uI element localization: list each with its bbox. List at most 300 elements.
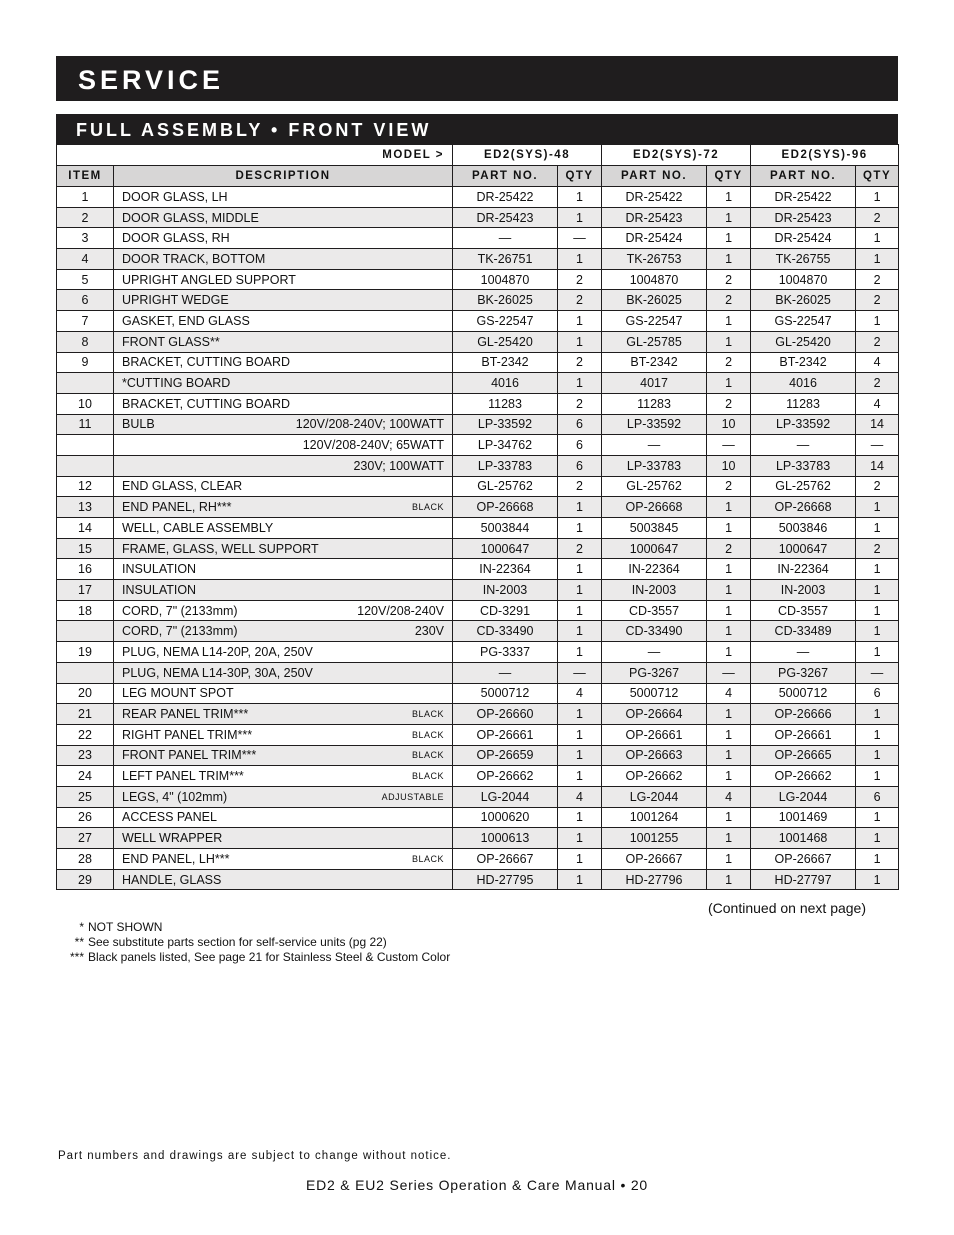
item-number: 18 [57, 600, 114, 621]
part-no-48: LP-33592 [453, 414, 558, 435]
qty-72: 1 [707, 249, 751, 270]
qty-48: 6 [558, 455, 602, 476]
qty-72: 2 [707, 290, 751, 311]
item-number [57, 435, 114, 456]
table-row [57, 724, 899, 745]
table-row [57, 828, 899, 849]
qty-96: 2 [856, 207, 899, 228]
description-cell [114, 849, 453, 870]
qty-72: 1 [707, 642, 751, 663]
qty-96: 1 [856, 642, 899, 663]
description-text: RIGHT PANEL TRIM*** [122, 727, 253, 742]
item-number: 11 [57, 414, 114, 435]
description-text: PLUG, NEMA L14-30P, 30A, 250V [122, 665, 313, 680]
qty-96: 1 [856, 704, 899, 725]
part-no-48: CD-33490 [453, 621, 558, 642]
qty-96: 2 [856, 269, 899, 290]
description-cell [114, 807, 453, 828]
qty-72: 1 [707, 807, 751, 828]
part-no-48: 1000620 [453, 807, 558, 828]
part-no-72: — [602, 642, 707, 663]
table-row [57, 849, 899, 870]
part-no-48: 4016 [453, 373, 558, 394]
qty-96: 1 [856, 518, 899, 539]
table-row [57, 414, 899, 435]
part-no-96: OP-26662 [751, 766, 856, 787]
qty-96: 1 [856, 745, 899, 766]
description-text: END PANEL, LH*** [122, 851, 230, 866]
part-no-72: LP-33592 [602, 414, 707, 435]
qty-48: 1 [558, 518, 602, 539]
description-text: LEGS, 4" (102mm) [122, 789, 228, 804]
part-no-72: BK-26025 [602, 290, 707, 311]
item-number: 26 [57, 807, 114, 828]
description-cell [114, 435, 453, 456]
part-no-48: LP-34762 [453, 435, 558, 456]
qty-72: 1 [707, 497, 751, 518]
item-number: 27 [57, 828, 114, 849]
table-row [57, 786, 899, 807]
qty-96: 1 [856, 187, 899, 208]
part-no-96: LG-2044 [751, 786, 856, 807]
description-finish: BLACK [412, 502, 445, 513]
part-no-72: GL-25785 [602, 331, 707, 352]
part-no-96: BT-2342 [751, 352, 856, 373]
qty-48: 4 [558, 786, 602, 807]
part-no-72: OP-26663 [602, 745, 707, 766]
part-no-96: PG-3267 [751, 662, 856, 683]
qty-72: 1 [707, 828, 751, 849]
table-row [57, 476, 899, 497]
qty-96: 2 [856, 538, 899, 559]
qty-96: 6 [856, 786, 899, 807]
table-row [57, 745, 899, 766]
item-number: 25 [57, 786, 114, 807]
qty-48: 2 [558, 352, 602, 373]
part-no-72: 4017 [602, 373, 707, 394]
qty-72: 2 [707, 269, 751, 290]
part-no-96: LP-33592 [751, 414, 856, 435]
header-part-no-48: PART NO. [453, 166, 558, 187]
part-no-48: OP-26667 [453, 849, 558, 870]
part-no-72: GL-25762 [602, 476, 707, 497]
qty-72: — [707, 662, 751, 683]
part-no-72: DR-25423 [602, 207, 707, 228]
qty-96: 1 [856, 497, 899, 518]
description-text: FRAME, GLASS, WELL SUPPORT [122, 541, 319, 556]
description-text: WELL, CABLE ASSEMBLY [122, 520, 274, 535]
description-cell [114, 869, 453, 890]
description-cell [114, 683, 453, 704]
model-48: ED2(SYS)-48 [453, 145, 602, 166]
description-cell [114, 828, 453, 849]
qty-72: 1 [707, 849, 751, 870]
description-spec: 230V; 100WATT [353, 458, 445, 473]
description-text: CORD, 7" (2133mm) [122, 603, 238, 618]
description-text: DOOR GLASS, RH [122, 231, 230, 246]
header-qty-96: QTY [856, 166, 899, 187]
description-finish: BLACK [412, 729, 445, 740]
qty-48: 1 [558, 600, 602, 621]
qty-48: 1 [558, 249, 602, 270]
item-number: 5 [57, 269, 114, 290]
qty-72: 1 [707, 869, 751, 890]
part-no-48: BK-26025 [453, 290, 558, 311]
qty-96: 2 [856, 373, 899, 394]
qty-48: — [558, 228, 602, 249]
qty-48: 1 [558, 497, 602, 518]
description-text: DOOR GLASS, LH [122, 189, 228, 204]
description-cell [114, 497, 453, 518]
qty-72: 1 [707, 187, 751, 208]
description-text: WELL WRAPPER [122, 831, 223, 846]
qty-96: 4 [856, 352, 899, 373]
part-no-72: OP-26667 [602, 849, 707, 870]
qty-96: 1 [856, 600, 899, 621]
part-no-72: IN-22364 [602, 559, 707, 580]
header-description: DESCRIPTION [114, 166, 453, 187]
part-no-96: TK-26755 [751, 249, 856, 270]
table-row [57, 497, 899, 518]
part-no-48: — [453, 228, 558, 249]
part-no-96: 4016 [751, 373, 856, 394]
qty-48: 6 [558, 435, 602, 456]
footnote-text: See substitute parts section for self-service units (pg 22) [88, 935, 387, 949]
part-no-96: DR-25423 [751, 207, 856, 228]
description-text: PLUG, NEMA L14-20P, 20A, 250V [122, 644, 313, 659]
item-number [57, 621, 114, 642]
part-no-48: 1004870 [453, 269, 558, 290]
qty-96: 1 [856, 228, 899, 249]
item-number: 13 [57, 497, 114, 518]
description-text: FRONT PANEL TRIM*** [122, 748, 257, 763]
description-text: DOOR TRACK, BOTTOM [122, 251, 266, 266]
description-text: END GLASS, CLEAR [122, 479, 243, 494]
description-cell [114, 476, 453, 497]
description-text: ACCESS PANEL [122, 810, 217, 825]
description-spec: 120V/208-240V; 100WATT [295, 417, 445, 432]
table-row [57, 269, 899, 290]
item-number: 28 [57, 849, 114, 870]
part-no-72: TK-26753 [602, 249, 707, 270]
description-finish: ADJUSTABLE [381, 791, 445, 802]
item-number: 20 [57, 683, 114, 704]
description-cell [114, 311, 453, 332]
description-cell [114, 600, 453, 621]
part-no-48: TK-26751 [453, 249, 558, 270]
description-cell [114, 518, 453, 539]
description-cell [114, 269, 453, 290]
table-row [57, 642, 899, 663]
parts-table [56, 144, 899, 890]
qty-48: — [558, 662, 602, 683]
qty-72: 1 [707, 518, 751, 539]
qty-48: 1 [558, 704, 602, 725]
table-row [57, 331, 899, 352]
description-text: BRACKET, CUTTING BOARD [122, 396, 291, 411]
part-no-48: 1000647 [453, 538, 558, 559]
item-number: 7 [57, 311, 114, 332]
header-item: ITEM [57, 166, 114, 187]
part-no-96: BK-26025 [751, 290, 856, 311]
part-no-72: 1001255 [602, 828, 707, 849]
footnote-text: NOT SHOWN [88, 920, 163, 934]
qty-72: 1 [707, 745, 751, 766]
qty-72: 1 [707, 724, 751, 745]
header-part-no-72: PART NO. [602, 166, 707, 187]
qty-48: 1 [558, 207, 602, 228]
table-row [57, 187, 899, 208]
description-spec: 120V/208-240V; 65WATT [302, 438, 445, 453]
part-no-72: CD-33490 [602, 621, 707, 642]
footnote-mark: *** [69, 950, 84, 964]
qty-72: 2 [707, 393, 751, 414]
description-cell [114, 187, 453, 208]
qty-48: 1 [558, 869, 602, 890]
footnote-mark: ** [74, 935, 84, 949]
part-no-96: GL-25762 [751, 476, 856, 497]
page-footer: ED2 & EU2 Series Operation & Care Manual • 20 [305, 1177, 649, 1193]
qty-48: 2 [558, 476, 602, 497]
footnote [60, 935, 450, 950]
qty-72: 4 [707, 683, 751, 704]
part-no-72: — [602, 435, 707, 456]
qty-72: — [707, 435, 751, 456]
description-text: BRACKET, CUTTING BOARD [122, 355, 291, 370]
part-no-96: 5003846 [751, 518, 856, 539]
disclaimer: Part numbers and drawings are subject to change without notice. [58, 1150, 452, 1162]
qty-96: 14 [856, 455, 899, 476]
table-row [57, 228, 899, 249]
part-no-72: OP-26668 [602, 497, 707, 518]
part-no-96: IN-2003 [751, 580, 856, 601]
part-no-96: LP-33783 [751, 455, 856, 476]
part-no-48: OP-26668 [453, 497, 558, 518]
part-no-72: PG-3267 [602, 662, 707, 683]
part-no-72: 5000712 [602, 683, 707, 704]
qty-96: 1 [856, 828, 899, 849]
qty-96: 1 [856, 766, 899, 787]
part-no-96: 1001469 [751, 807, 856, 828]
qty-96: 1 [856, 580, 899, 601]
qty-48: 1 [558, 373, 602, 394]
part-no-96: CD-33489 [751, 621, 856, 642]
table-row [57, 207, 899, 228]
table-row [57, 704, 899, 725]
description-cell [114, 766, 453, 787]
footnote [60, 950, 450, 965]
model-96: ED2(SYS)-96 [751, 145, 899, 166]
description-text: UPRIGHT WEDGE [122, 293, 229, 308]
item-number: 4 [57, 249, 114, 270]
item-number: 9 [57, 352, 114, 373]
qty-72: 1 [707, 559, 751, 580]
qty-72: 1 [707, 600, 751, 621]
description-cell [114, 393, 453, 414]
part-no-96: OP-26665 [751, 745, 856, 766]
footnote [60, 920, 450, 935]
part-no-72: HD-27796 [602, 869, 707, 890]
part-no-96: — [751, 642, 856, 663]
description-cell [114, 786, 453, 807]
qty-48: 2 [558, 538, 602, 559]
qty-48: 6 [558, 414, 602, 435]
part-no-48: DR-25423 [453, 207, 558, 228]
part-no-96: 1001468 [751, 828, 856, 849]
description-cell [114, 373, 453, 394]
part-no-48: OP-26662 [453, 766, 558, 787]
qty-96: 1 [856, 724, 899, 745]
qty-72: 4 [707, 786, 751, 807]
qty-96: 2 [856, 476, 899, 497]
description-cell [114, 724, 453, 745]
footnote-text: Black panels listed, See page 21 for Stainless Steel & Custom Color [88, 950, 451, 964]
description-text: GASKET, END GLASS [122, 313, 250, 328]
item-number: 14 [57, 518, 114, 539]
qty-48: 1 [558, 621, 602, 642]
description-cell [114, 621, 453, 642]
model-label: MODEL > [57, 145, 453, 166]
part-no-48: BT-2342 [453, 352, 558, 373]
part-no-96: OP-26667 [751, 849, 856, 870]
description-finish: BLACK [412, 853, 445, 864]
qty-72: 1 [707, 331, 751, 352]
part-no-96: CD-3557 [751, 600, 856, 621]
part-no-48: CD-3291 [453, 600, 558, 621]
part-no-72: OP-26661 [602, 724, 707, 745]
table-row [57, 600, 899, 621]
qty-72: 1 [707, 580, 751, 601]
item-number: 29 [57, 869, 114, 890]
description-text: CORD, 7" (2133mm) [122, 624, 238, 639]
qty-48: 1 [558, 828, 602, 849]
qty-72: 1 [707, 766, 751, 787]
table-row [57, 518, 899, 539]
part-no-48: LG-2044 [453, 786, 558, 807]
description-cell [114, 662, 453, 683]
item-number: 17 [57, 580, 114, 601]
description-text: LEFT PANEL TRIM*** [122, 769, 244, 784]
qty-48: 1 [558, 724, 602, 745]
part-no-48: 1000613 [453, 828, 558, 849]
description-text: INSULATION [122, 562, 197, 577]
description-finish: BLACK [412, 709, 445, 720]
item-number: 8 [57, 331, 114, 352]
table-row [57, 580, 899, 601]
part-no-72: DR-25424 [602, 228, 707, 249]
part-no-96: DR-25424 [751, 228, 856, 249]
description-text: DOOR GLASS, MIDDLE [122, 210, 259, 225]
table-row [57, 621, 899, 642]
qty-72: 10 [707, 455, 751, 476]
description-spec: 120V/208-240V [357, 603, 445, 618]
part-no-72: 1001264 [602, 807, 707, 828]
part-no-48: OP-26661 [453, 724, 558, 745]
qty-96: 1 [856, 559, 899, 580]
continued-note: (Continued on next page) [708, 900, 866, 916]
description-cell [114, 414, 453, 435]
qty-96: 2 [856, 331, 899, 352]
model-row [57, 145, 899, 166]
qty-96: 14 [856, 414, 899, 435]
description-cell [114, 228, 453, 249]
description-text: HANDLE, GLASS [122, 872, 222, 887]
description-cell [114, 704, 453, 725]
description-spec: 230V [414, 624, 445, 639]
item-number: 21 [57, 704, 114, 725]
section-header [56, 114, 898, 144]
description-cell [114, 745, 453, 766]
section-title: FULL ASSEMBLY • FRONT VIEW [76, 120, 432, 140]
banner-title: SERVICE [78, 65, 225, 95]
qty-48: 1 [558, 766, 602, 787]
qty-72: 1 [707, 311, 751, 332]
part-no-72: IN-2003 [602, 580, 707, 601]
qty-48: 1 [558, 849, 602, 870]
header-row [57, 166, 899, 187]
description-cell [114, 249, 453, 270]
qty-72: 2 [707, 538, 751, 559]
item-number: 24 [57, 766, 114, 787]
part-no-48: — [453, 662, 558, 683]
part-no-72: BT-2342 [602, 352, 707, 373]
description-cell [114, 642, 453, 663]
part-no-48: IN-2003 [453, 580, 558, 601]
description-cell [114, 580, 453, 601]
part-no-48: DR-25422 [453, 187, 558, 208]
item-number: 6 [57, 290, 114, 311]
item-number: 3 [57, 228, 114, 249]
part-no-48: GS-22547 [453, 311, 558, 332]
table-row [57, 393, 899, 414]
part-no-96: — [751, 435, 856, 456]
part-no-48: PG-3337 [453, 642, 558, 663]
description-text: END PANEL, RH*** [122, 500, 232, 515]
qty-48: 1 [558, 187, 602, 208]
item-number: 10 [57, 393, 114, 414]
qty-72: 1 [707, 621, 751, 642]
part-no-96: OP-26661 [751, 724, 856, 745]
part-no-72: 1000647 [602, 538, 707, 559]
item-number: 23 [57, 745, 114, 766]
footnotes [60, 920, 450, 965]
item-number: 12 [57, 476, 114, 497]
part-no-72: LP-33783 [602, 455, 707, 476]
part-no-48: 5003844 [453, 518, 558, 539]
qty-48: 1 [558, 559, 602, 580]
item-number: 19 [57, 642, 114, 663]
item-number: 2 [57, 207, 114, 228]
description-finish: BLACK [412, 771, 445, 782]
qty-96: 2 [856, 290, 899, 311]
description-cell [114, 455, 453, 476]
part-no-96: HD-27797 [751, 869, 856, 890]
qty-72: 1 [707, 228, 751, 249]
item-number [57, 373, 114, 394]
header-qty-48: QTY [558, 166, 602, 187]
part-no-48: GL-25762 [453, 476, 558, 497]
qty-72: 2 [707, 476, 751, 497]
qty-48: 2 [558, 269, 602, 290]
part-no-72: 11283 [602, 393, 707, 414]
qty-48: 1 [558, 311, 602, 332]
qty-72: 1 [707, 207, 751, 228]
part-no-48: IN-22364 [453, 559, 558, 580]
part-no-72: OP-26662 [602, 766, 707, 787]
table-row [57, 662, 899, 683]
item-number [57, 455, 114, 476]
part-no-48: GL-25420 [453, 331, 558, 352]
